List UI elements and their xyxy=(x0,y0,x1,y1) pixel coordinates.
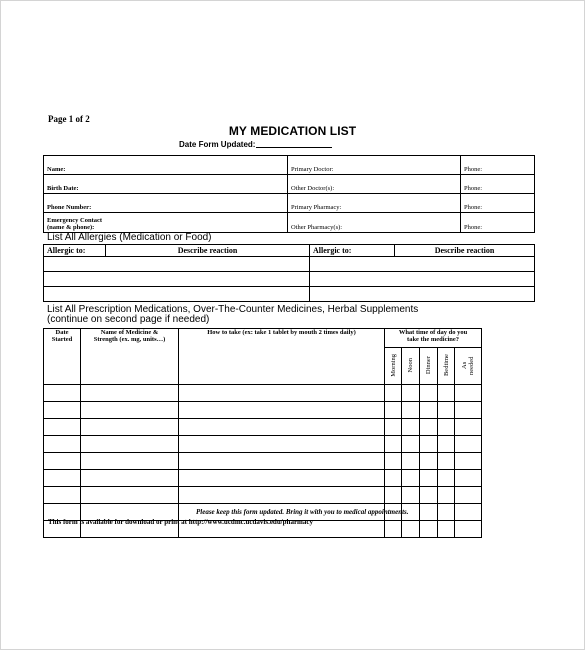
table-row xyxy=(44,272,535,287)
date-updated-line[interactable] xyxy=(256,139,332,148)
as-needed-header: As needed xyxy=(455,348,482,385)
other-pharmacy-field[interactable]: Other Pharmacy(s): xyxy=(288,213,461,233)
other-doctors-phone-field[interactable]: Phone: xyxy=(461,175,535,194)
medications-heading: List All Prescription Medications, Over-The-Counter Medicines, Herbal Supplements (continue on second page if needed) xyxy=(47,304,419,325)
other-pharmacy-phone-field[interactable]: Phone: xyxy=(461,213,535,233)
medications-table xyxy=(43,328,482,538)
primary-doctor-phone-field[interactable]: Phone: xyxy=(461,156,535,175)
table-row xyxy=(44,385,482,402)
name-field[interactable]: Name: xyxy=(44,156,288,175)
allergy-cell[interactable] xyxy=(310,257,535,272)
noon-header: Noon xyxy=(402,348,420,385)
allergy-cell[interactable] xyxy=(310,272,535,287)
reaction-header: Describe reaction xyxy=(395,245,535,257)
table-row xyxy=(44,287,535,302)
allergy-cell[interactable] xyxy=(44,257,310,272)
medicine-name-header: Name of Medicine & Strength (ex. mg, units…) xyxy=(81,329,179,385)
primary-pharmacy-phone-field[interactable]: Phone: xyxy=(461,194,535,213)
allergies-table xyxy=(43,244,535,302)
primary-doctor-field[interactable]: Primary Doctor: xyxy=(288,156,461,175)
download-note: This form is available for download or print at http://www.ucdmc.ucdavis.edu/pharmacy xyxy=(48,518,313,526)
table-row xyxy=(44,402,482,419)
birth-date-field[interactable]: Birth Date: xyxy=(44,175,288,194)
patient-info-table xyxy=(43,155,535,233)
table-row xyxy=(44,487,482,504)
how-to-take-header: How to take (ex: take 1 tablet by mouth 2 times daily) xyxy=(179,329,385,385)
date-updated-field[interactable] xyxy=(179,139,332,149)
allergy-cell[interactable] xyxy=(310,287,535,302)
emergency-contact-field[interactable]: Emergency Contact (name & phone): xyxy=(44,213,288,233)
date-started-header: Date Started xyxy=(44,329,81,385)
time-of-day-header: What time of day do you take the medicine? xyxy=(385,329,482,348)
table-row xyxy=(44,419,482,436)
allergic-to-header: Allergic to: xyxy=(44,245,106,257)
bedtime-header: Bedtime xyxy=(438,348,455,385)
other-doctors-field[interactable]: Other Doctor(s): xyxy=(288,175,461,194)
allergy-cell[interactable] xyxy=(44,272,310,287)
allergic-to-header: Allergic to: xyxy=(310,245,395,257)
page-number: Page 1 of 2 xyxy=(48,114,90,124)
table-row xyxy=(44,453,482,470)
table-row xyxy=(44,470,482,487)
morning-header: Morning xyxy=(385,348,402,385)
dinner-header: Dinner xyxy=(420,348,438,385)
date-updated-label: Date Form Updated: xyxy=(179,140,256,149)
table-row xyxy=(44,436,482,453)
form-title: MY MEDICATION LIST xyxy=(228,124,357,138)
phone-number-field[interactable]: Phone Number: xyxy=(44,194,288,213)
table-row xyxy=(44,257,535,272)
footer-note: Please keep this form updated. Bring it with you to medical appointments. xyxy=(196,508,409,516)
allergy-cell[interactable] xyxy=(44,287,310,302)
allergies-heading: List All Allergies (Medication or Food) xyxy=(47,232,212,243)
reaction-header: Describe reaction xyxy=(106,245,310,257)
primary-pharmacy-field[interactable]: Primary Pharmacy: xyxy=(288,194,461,213)
